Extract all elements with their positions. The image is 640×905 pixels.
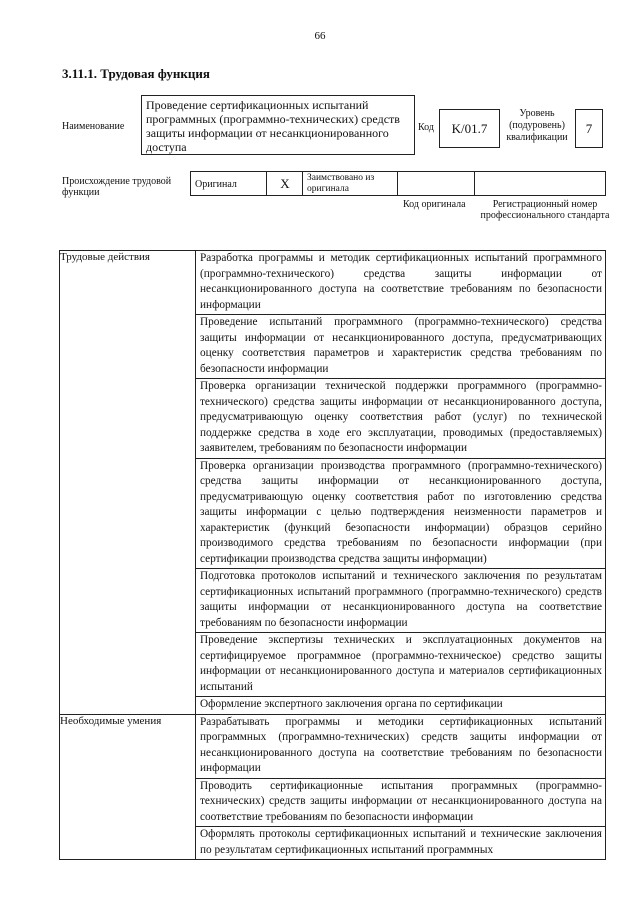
- original-label: Оригинал: [195, 179, 237, 190]
- origin-label: Происхождение трудовой функции: [62, 176, 172, 198]
- labor-action-item: Проведение испытаний программного (программно-технического) средства защиты информации от несанкционированного доступа, предусматривающих оценку соответствия параметров и характеристик средства требованиям по безопасности информации: [196, 315, 605, 379]
- name-label: Наименование: [62, 121, 125, 132]
- level-label: Уровень (подуровень) квалификации: [506, 108, 568, 143]
- section-title: 3.11.1. Трудовая функция: [62, 66, 210, 81]
- labor-action-item: Оформление экспертного заключения органа по сертификации: [200, 698, 503, 710]
- section-items: [196, 251, 606, 715]
- labor-action-item: Подготовка протоколов испытаний и технического заключения по результатам сертификационных испытаний программного (программно-технического) средств защиты информации от несанкционированного доступа на соответствие требованиям по безопасности информации: [196, 569, 605, 633]
- origin-row: [190, 171, 606, 196]
- page-number: 66: [314, 30, 326, 42]
- code-value: K/01.7: [439, 109, 500, 148]
- function-table: [59, 250, 606, 860]
- skill-item: Оформлять протоколы сертификационных испытаний и технические заключения по результатам сертификационных испытаний программных: [200, 828, 602, 856]
- labor-action-item: Проведение экспертизы технических и эксплуатационных документов на сертифицируемое программное (программно-техническое) средство защиты информации от несанкционированного доступа и материалов сертификационных испытаний: [196, 633, 605, 697]
- skill-item: Разрабатывать программы и методики сертификационных испытаний программных (программно-технических) средств защиты информации от несанкционированного доступа на соответствие требованиям по безопасности информации: [196, 715, 605, 779]
- reg-number-cell: [474, 171, 606, 196]
- reg-number-label: Регистрационный номер профессионального стандарта: [480, 199, 610, 221]
- labor-action-item: Разработка программы и методик сертификационных испытаний программного (программно-технического) средства защиты информации от несанкционированного доступа на соответствие требованиям по безопасности информации: [196, 251, 605, 315]
- level-value: 7: [575, 109, 603, 148]
- borrowed-label: Заимствовано из оригинала: [307, 173, 375, 194]
- section-items: [196, 714, 606, 860]
- section-label: Необходимые умения: [60, 714, 196, 860]
- skill-item: Проводить сертификационные испытания программных (программно-технических) средств защиты информации от несанкционированного доступа на соответствие требованиям по безопасности информации: [196, 779, 605, 828]
- labor-action-item: Проверка организации технической поддержки программного (программно-технического) средства защиты информации от несанкционированного доступа, предусматривающую оценку соответствия работ (услуг) по технической поддержке средства в ходе его эксплуатации, проводимых (предоставляемых) заявителем, требованиям по безопасности информации: [196, 379, 605, 459]
- labor-action-item: Проверка организации производства программного (программно-технического) средства защиты информации от несанкционированного доступа, предусматривающую оценку соответствия работ по изготовлению средства защиты информации с целью подтверждения неизменности параметров и характеристик (функций безопасности информации) образцов серийно производимого средства требованиям по безопасности информации (при сертификации производства средства защиты информации): [196, 459, 605, 570]
- code-original-label: Код оригинала: [403, 199, 466, 210]
- section-row: [60, 714, 606, 860]
- original-cell: [190, 171, 266, 196]
- code-label: Код: [418, 122, 434, 133]
- section-row: [60, 251, 606, 715]
- function-name-box: Проведение сертификационных испытаний программных (программно-технических) средств защиты информации от несанкционированного доступа: [141, 95, 415, 155]
- original-mark-cell: [266, 171, 302, 196]
- borrowed-cell: [302, 171, 397, 196]
- original-mark: X: [280, 176, 290, 191]
- section-label: Трудовые действия: [60, 251, 196, 715]
- code-original-cell: [397, 171, 474, 196]
